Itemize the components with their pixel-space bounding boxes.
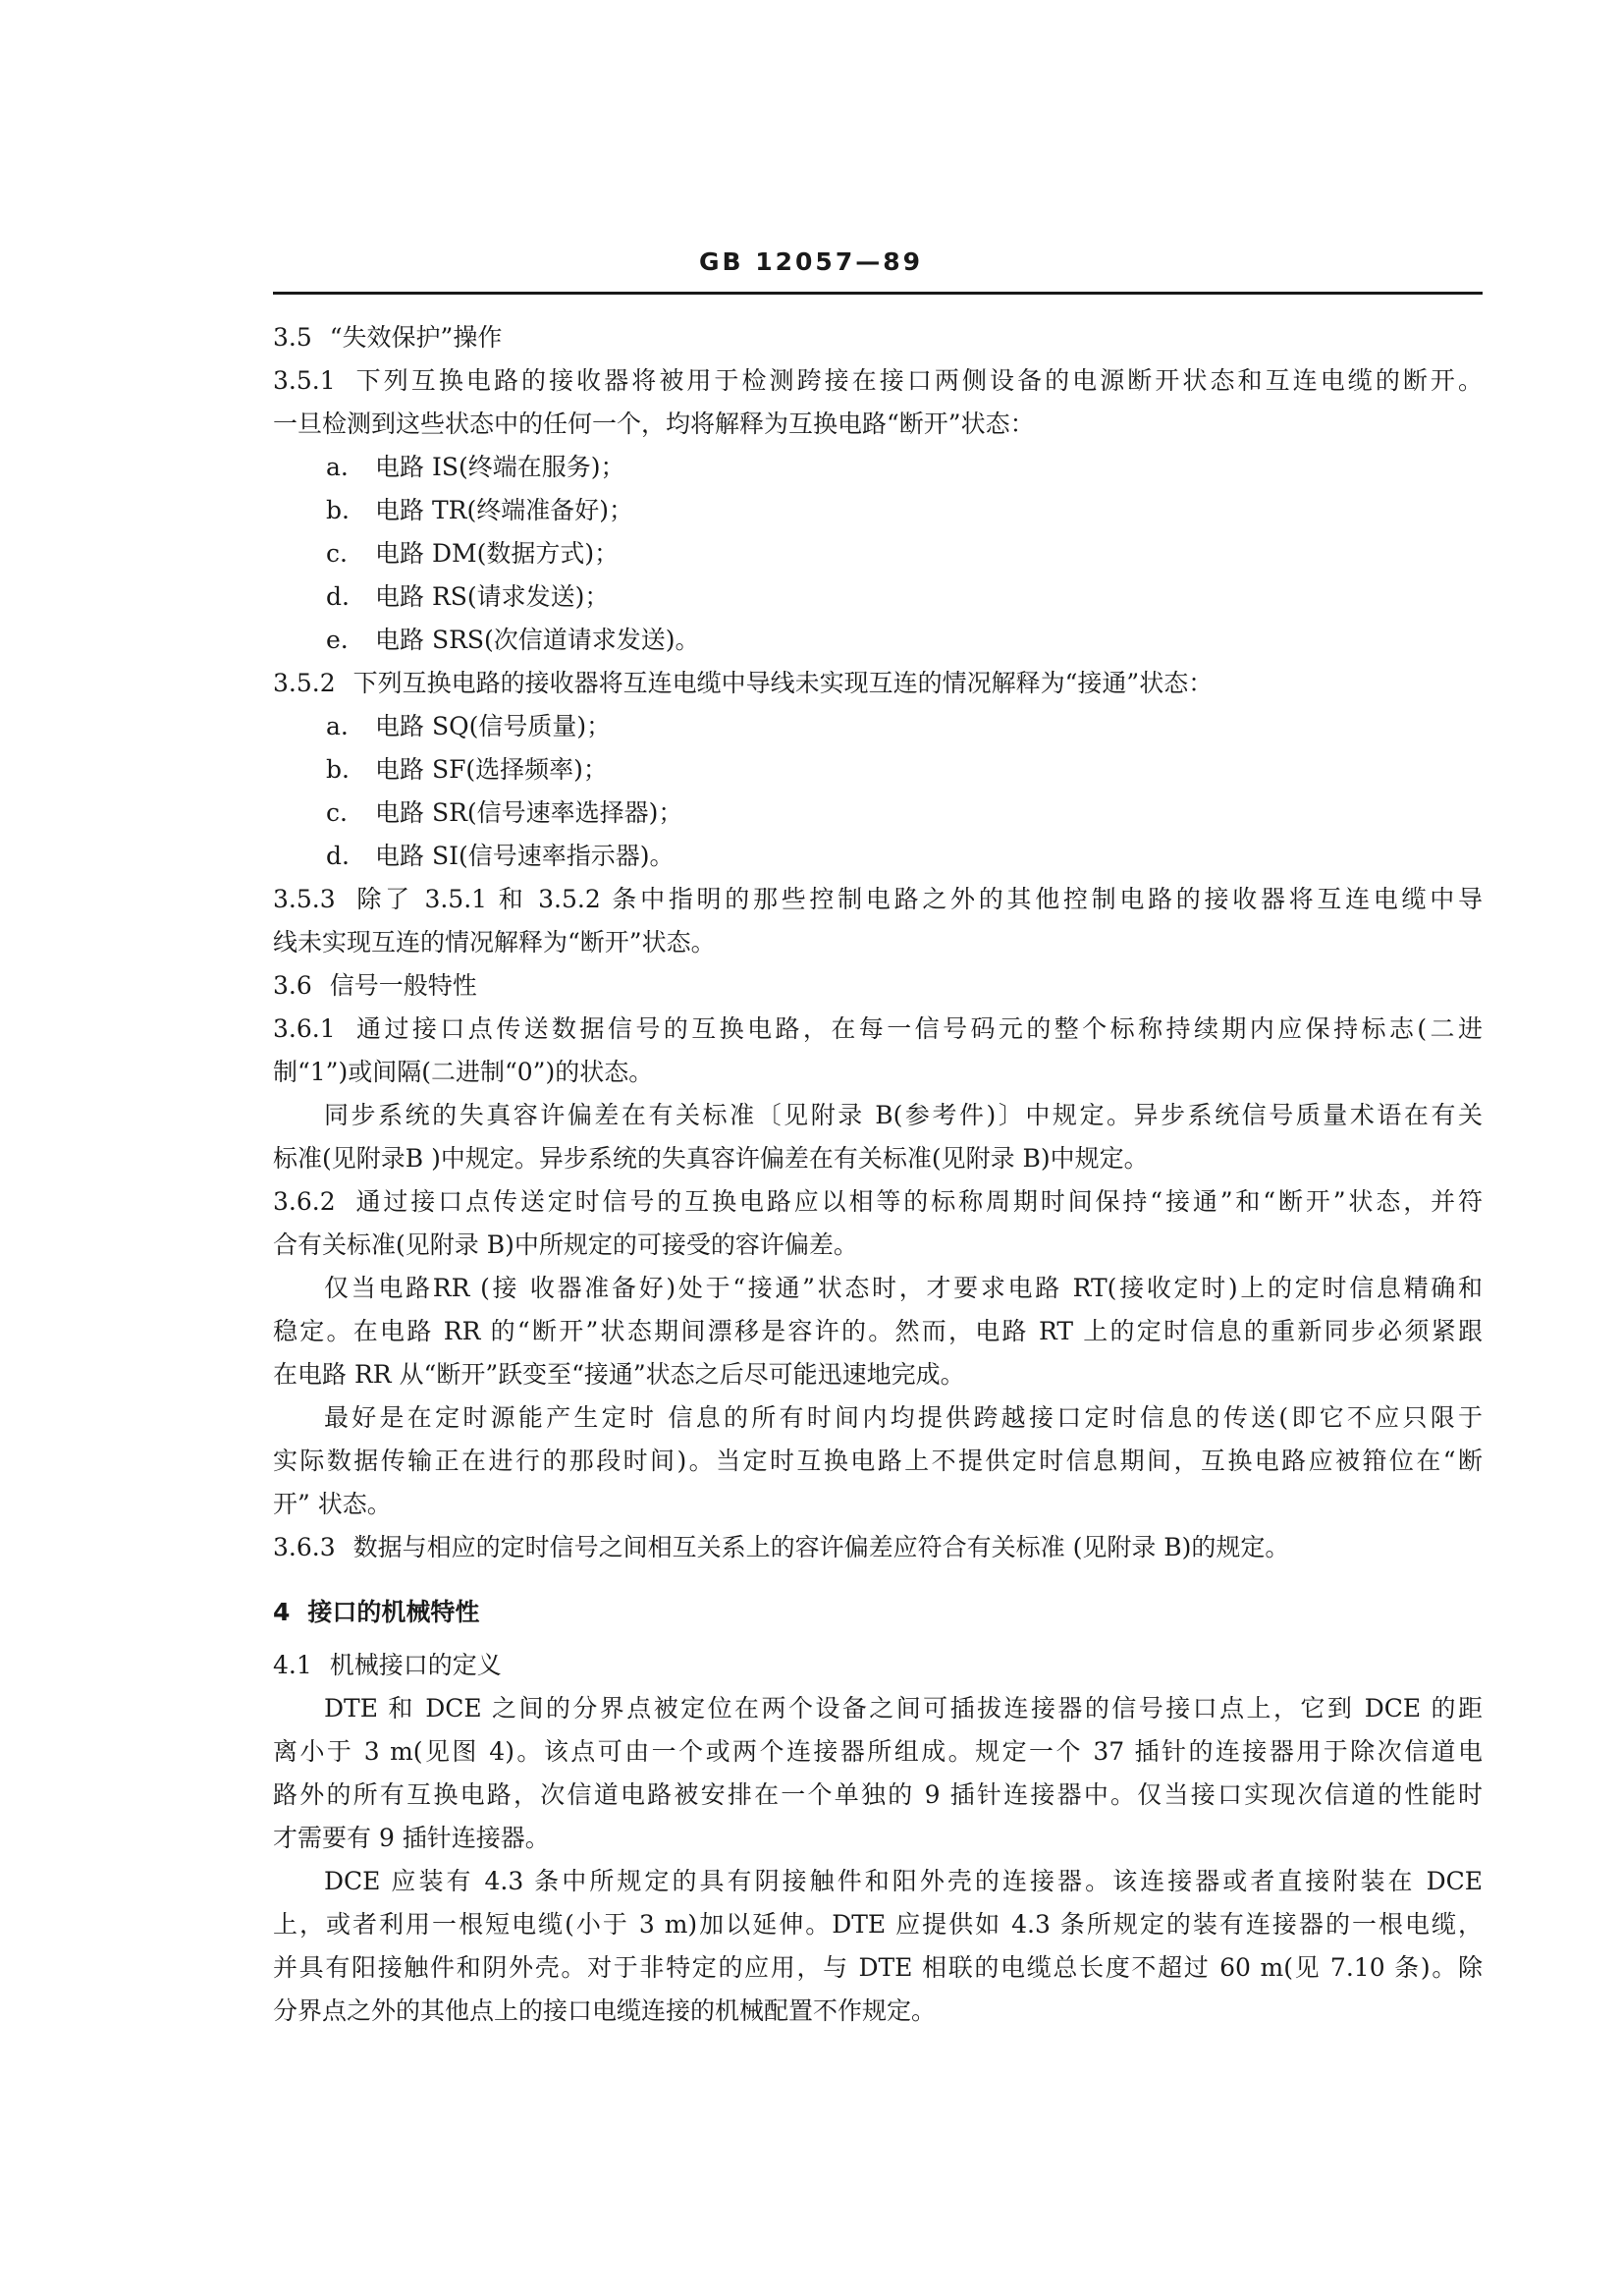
section-3-5-heading xyxy=(273,316,1483,359)
list-letter: c. xyxy=(326,539,348,568)
clause-number: 3.5.1 xyxy=(273,366,336,395)
list-text: 电路 IS(终端在服务)； xyxy=(375,453,625,481)
section-title: 信号一般特性 xyxy=(329,971,477,1000)
list-item xyxy=(273,575,1483,619)
paragraph-line: DTE 和 DCE 之间的分界点被定位在两个设备之间可插拔连接器的信号接口点上，它到 DCE 的距 xyxy=(324,1694,1483,1722)
list-item xyxy=(273,446,1483,489)
clause-3-5-3-line-1 xyxy=(273,878,1483,921)
section-title: “失效保护”操作 xyxy=(329,323,503,352)
section-title: 机械接口的定义 xyxy=(329,1651,502,1679)
paragraph-line: 离小于 3 m(见图 4)。该点可由一个或两个连接器所组成。规定一个 37 插针的连接器用于除次信道电 xyxy=(273,1737,1483,1766)
clause-text: 数据与相应的定时信号之间相互关系上的容许偏差应符合有关标准 (见附录 B)的规定。 xyxy=(352,1533,1290,1561)
list-item xyxy=(273,489,1483,532)
section-4-1-heading xyxy=(273,1644,1483,1687)
paragraph-line: 并具有阳接触件和阴外壳。对于非特定的应用，与 DTE 相联的电缆总长度不超过 60 m(见 7.10 条)。除 xyxy=(273,1953,1483,1982)
paragraph-line: 才需要有 9 插针连接器。 xyxy=(273,1824,550,1852)
list-text: 电路 DM(数据方式)； xyxy=(375,539,620,568)
list-letter: d. xyxy=(326,582,350,611)
paragraph-line: 分界点之外的其他点上的接口电缆连接的机械配置不作规定。 xyxy=(273,1996,937,2025)
header-rule xyxy=(273,292,1483,295)
list-item xyxy=(273,792,1483,835)
paragraph-line: 开” 状态。 xyxy=(273,1490,392,1518)
list-letter: a. xyxy=(326,453,349,481)
list-letter: a. xyxy=(326,712,349,740)
clause-number: 3.6.1 xyxy=(273,1014,336,1043)
clause-3-6-2-line-2: 合有关标准(见附录 B)中所规定的可接受的容许偏差。 xyxy=(273,1230,858,1259)
section-4-heading xyxy=(273,1591,1483,1634)
list-text: 电路 SI(信号速率指示器)。 xyxy=(375,842,675,870)
clause-text: 通过接口点传送数据信号的互换电路，在每一信号码元的整个标称持续期内应保持标志(二进 xyxy=(352,1014,1483,1043)
clause-3-6-1-line-1 xyxy=(273,1008,1483,1051)
paragraph-line: 稳定。在电路 RR 的“断开”状态期间漂移是容许的。然而，电路 RT 上的定时信息的重新同步必须紧跟 xyxy=(273,1317,1483,1345)
clause-3-5-3-line-2: 线未实现互连的情况解释为“断开”状态。 xyxy=(273,928,716,957)
clause-text: 下列互换电路的接收器将被用于检测跨接在接口两侧设备的电源断开状态和互连电缆的断开。 xyxy=(352,366,1483,395)
clause-3-6-2-line-1 xyxy=(273,1180,1483,1224)
list-letter: b. xyxy=(326,496,350,524)
paragraph-line: 上，或者利用一根短电缆(小于 3 m)加以延伸。DTE 应提供如 4.3 条所规定的装有连接器的一根电缆， xyxy=(273,1910,1483,1939)
paragraph-line: 最好是在定时源能产生定时 信息的所有时间内均提供跨越接口定时信息的传送(即它不应只限于 xyxy=(324,1403,1483,1432)
clause-3-6-1-line-2: 制“1”)或间隔(二进制“0”)的状态。 xyxy=(273,1058,654,1086)
clause-text: 通过接口点传送定时信号的互换电路应以相等的标称周期时间保持“接通”和“断开”状态，并符 xyxy=(352,1187,1483,1216)
clause-number: 3.6.3 xyxy=(273,1533,336,1561)
clause-text: 下列互换电路的接收器将互连电缆中导线未实现互连的情况解释为“接通”状态： xyxy=(352,669,1214,697)
paragraph-line: 同步系统的失真容许偏差在有关标准〔见附录 B(参考件)〕中规定。异步系统信号质量术语在有关 xyxy=(324,1101,1483,1129)
clause-number: 3.5.3 xyxy=(273,885,336,913)
section-number: 4.1 xyxy=(273,1651,312,1679)
list-item xyxy=(273,705,1483,748)
paragraph-line: 仅当电路RR (接 收器准备好)处于“接通”状态时，才要求电路 RT(接收定时)上的定时信息精确和 xyxy=(324,1274,1483,1302)
list-text: 电路 SF(选择频率)； xyxy=(375,755,608,784)
list-item xyxy=(273,532,1483,575)
clause-number: 3.6.2 xyxy=(273,1187,336,1216)
clause-3-6-3-line-1 xyxy=(273,1526,1483,1569)
paragraph-line: 标准(见附录B )中规定。异步系统的失真容许偏差在有关标准(见附录 B)中规定。 xyxy=(273,1144,1149,1173)
paragraph-line: 路外的所有互换电路，次信道电路被安排在一个单独的 9 插针连接器中。仅当接口实现次信道的性能时 xyxy=(273,1780,1483,1809)
section-number: 4 xyxy=(273,1598,291,1626)
clause-3-5-1-line-1 xyxy=(273,359,1483,403)
paragraph-line: DCE 应装有 4.3 条中所规定的具有阴接触件和阳外壳的连接器。该连接器或者直接附装在 DCE xyxy=(324,1867,1483,1895)
list-text: 电路 SQ(信号质量)； xyxy=(375,712,612,740)
list-letter: e. xyxy=(326,626,349,654)
list-letter: d. xyxy=(326,842,350,870)
paragraph-line: 在电路 RR 从“断开”跃变至“接通”状态之后尽可能迅速地完成。 xyxy=(273,1360,965,1389)
section-number: 3.6 xyxy=(273,971,312,1000)
list-item xyxy=(273,835,1483,878)
list-text: 电路 TR(终端准备好)； xyxy=(375,496,633,524)
list-item xyxy=(273,748,1483,792)
list-text: 电路 SRS(次信道请求发送)。 xyxy=(375,626,700,654)
paragraph-line: 实际数据传输正在进行的那段时间)。当定时互换电路上不提供定时信息期间，互换电路应被箝位在“断 xyxy=(273,1447,1483,1475)
list-item xyxy=(273,619,1483,662)
clause-number: 3.5.2 xyxy=(273,669,336,697)
list-letter: b. xyxy=(326,755,350,784)
clause-text: 除了 3.5.1 和 3.5.2 条中指明的那些控制电路之外的其他控制电路的接收器将互连电缆中导 xyxy=(352,885,1483,913)
list-text: 电路 RS(请求发送)； xyxy=(375,582,610,611)
section-number: 3.5 xyxy=(273,323,312,352)
standard-number-header: GB 12057—89 xyxy=(698,247,924,276)
section-title: 接口的机械特性 xyxy=(307,1598,480,1626)
list-letter: c. xyxy=(326,798,348,827)
clause-3-5-2-line-1 xyxy=(273,662,1483,705)
clause-3-5-1-line-2: 一旦检测到这些状态中的任何一个，均将解释为互换电路“断开”状态： xyxy=(273,410,1035,438)
section-3-6-heading xyxy=(273,964,1483,1008)
document-body xyxy=(273,316,1483,2033)
list-text: 电路 SR(信号速率选择器)； xyxy=(375,798,683,827)
